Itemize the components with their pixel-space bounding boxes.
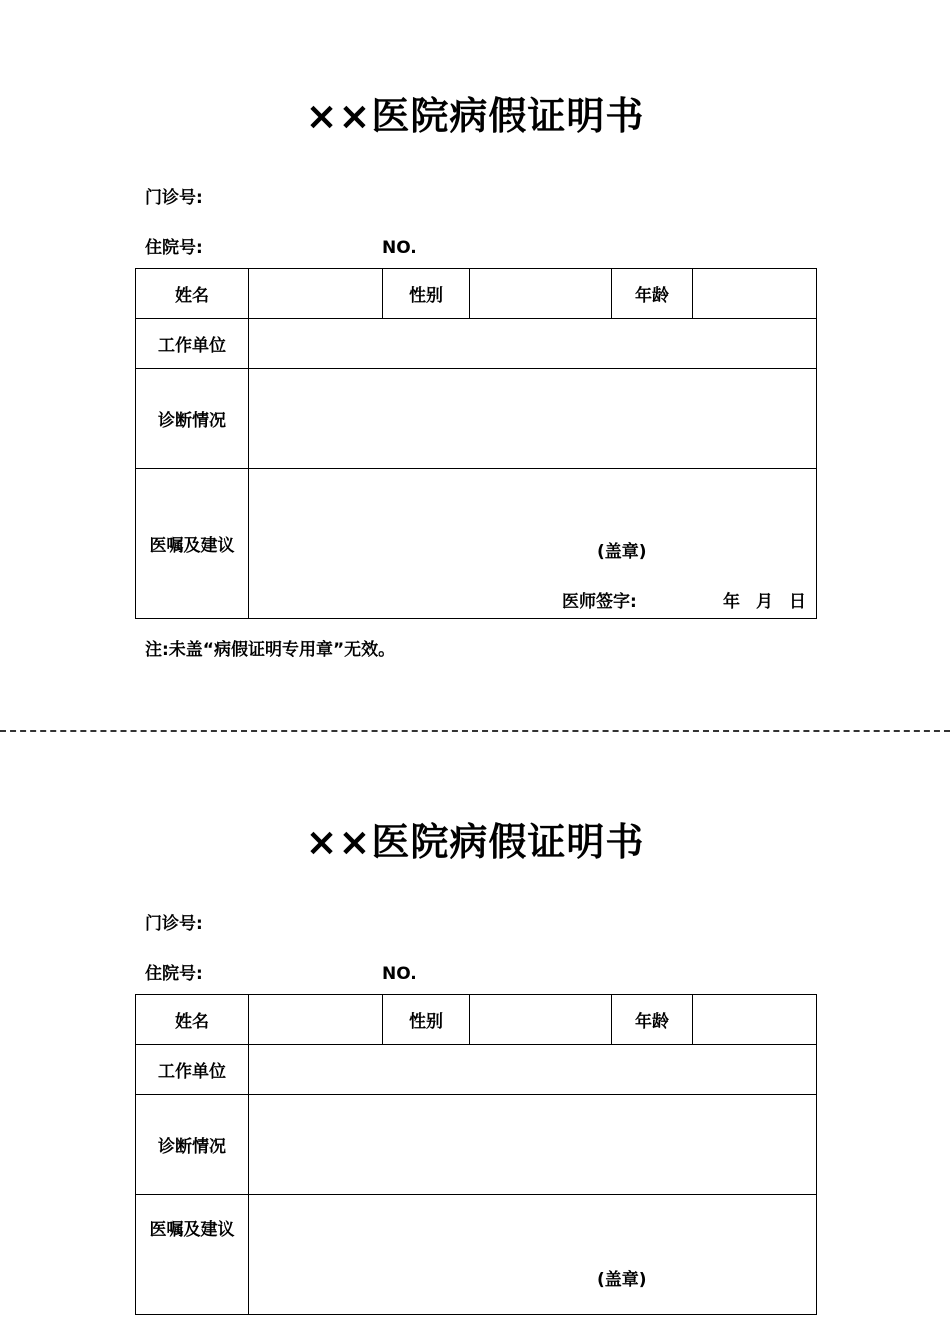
advice-label: 医嘱及建议 [136,1195,249,1315]
diagnosis-field[interactable] [249,369,817,469]
stamp-label: (盖章) [597,542,647,562]
clinic-number-label: 门诊号: [145,914,203,934]
workplace-field[interactable] [249,319,817,369]
validity-note: 注:未盖“病假证明专用章”无效。 [145,640,396,660]
date-year-label: 年 [723,592,740,612]
form-table [135,994,817,1315]
diagnosis-label: 诊断情况 [136,369,249,469]
age-field[interactable] [693,995,817,1045]
diagnosis-label: 诊断情况 [136,1095,249,1195]
diagnosis-field[interactable] [249,1095,817,1195]
advice-field[interactable] [249,469,817,619]
age-field[interactable] [693,269,817,319]
gender-field[interactable] [470,269,612,319]
gender-field[interactable] [470,995,612,1045]
workplace-field[interactable] [249,1045,817,1095]
name-label: 姓名 [136,995,249,1045]
workplace-label: 工作单位 [136,1045,249,1095]
serial-number-label: NO. [382,964,417,984]
form-table [135,268,817,619]
gender-label: 性别 [383,269,470,319]
inpatient-number-label: 住院号: [145,238,203,258]
name-label: 姓名 [136,269,249,319]
date-day-label: 日 [789,592,806,612]
age-label: 年龄 [612,269,693,319]
inpatient-number-label: 住院号: [145,964,203,984]
age-label: 年龄 [612,995,693,1045]
name-field[interactable] [249,995,383,1045]
date-month-label: 月 [756,592,773,612]
form-title: ××医院病假证明书 [305,94,645,138]
name-field[interactable] [249,269,383,319]
serial-number-label: NO. [382,238,417,258]
form-title: ××医院病假证明书 [305,820,645,864]
workplace-label: 工作单位 [136,319,249,369]
gender-label: 性别 [383,995,470,1045]
stamp-label: (盖章) [597,1270,647,1290]
sick-leave-form-bottom [0,726,950,1344]
clinic-number-label: 门诊号: [145,188,203,208]
doctor-signature-label: 医师签字: [562,592,637,612]
advice-label: 医嘱及建议 [136,469,249,619]
advice-field[interactable] [249,1195,817,1315]
